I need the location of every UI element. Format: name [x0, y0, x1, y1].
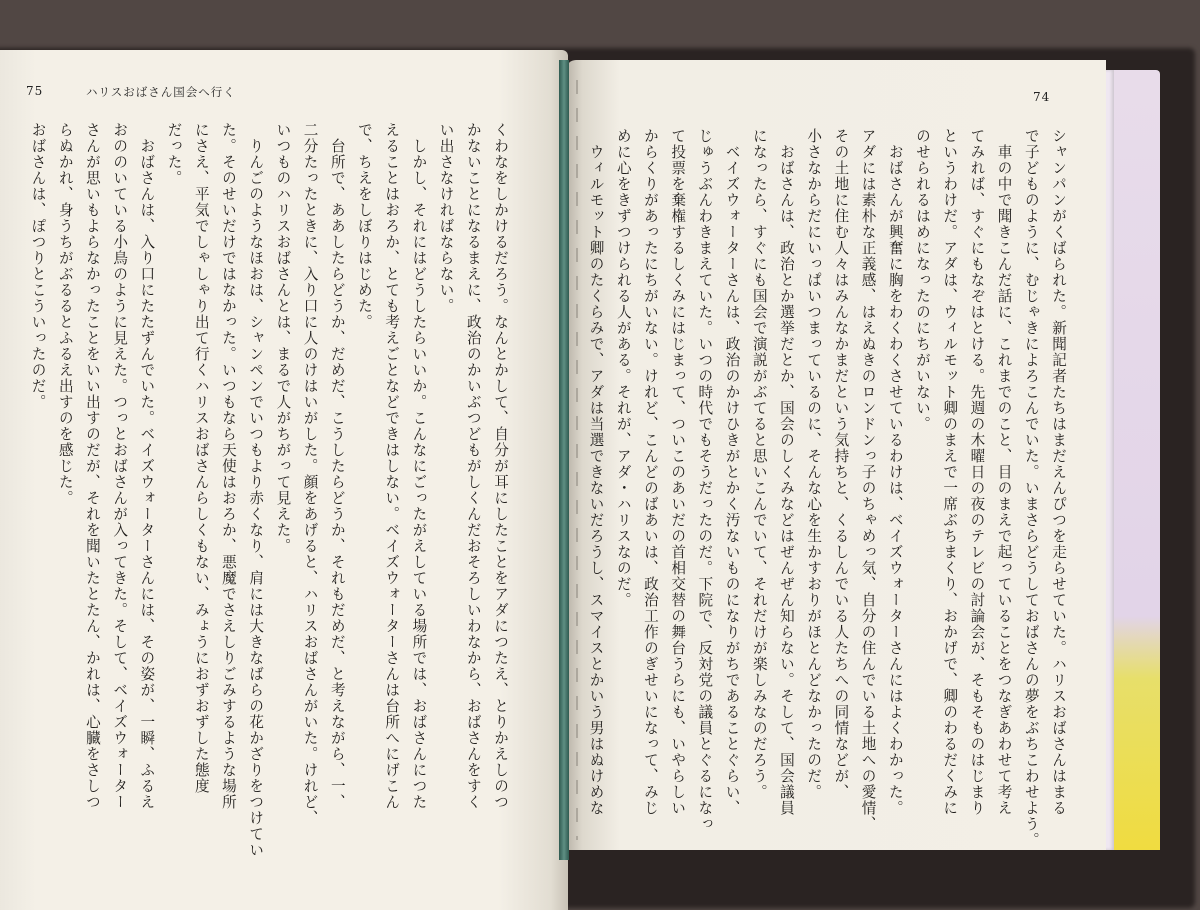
text-line: アダには素朴な正義感、はえぬきのロンドンっ子のちゃめっ気、自分の住んでいる土地への愛情、 [859, 128, 877, 832]
text-line: で、ちえをしぼりはじめた。 [355, 122, 373, 330]
text-line: のせられるはめになったのにちがいない。 [913, 128, 931, 432]
text-line: えることはおろか、とても考えごとなどできはしない。ベイズウォーターさんは台所へにげこん [383, 122, 401, 810]
text-line: いつものハリスおばさんとは、まるで人がちがって見えた。 [274, 122, 292, 554]
text-line: てみれば、すぐにもなぞはとける。先週の木曜日の夜のテレビの討論会が、そもそものはじまり [968, 128, 986, 816]
text-line: で子どものように、むじゃきによろこんでいた。いまさらどうしておばさんの夢をぶちこわせよう。 [1022, 128, 1040, 848]
text-line: おばさんは、政治とか選挙だとか、国会のしくみなどはぜんぜん知らない。そして、国会議員 [777, 128, 795, 816]
text-line: 二分たったときに、入り口に人のけはいがした。顔をあげると、ハリスおばさんがいた。けれど、 [301, 122, 319, 826]
text-line: さんが思いもよらなかったことをいい出すのだが、それを聞いたとたん、かれは、心臓をさしつ [83, 122, 101, 810]
text-line: おばさんは、ぽつりとこういったのだ。 [29, 122, 47, 410]
text-line: だった。 [165, 122, 183, 186]
running-title: ハリスおばさん国会へ行く [86, 85, 236, 99]
text-line: おののいている小鳥のように見えた。つっとおばさんが入ってきた。そして、ベイズウォーター [111, 122, 129, 810]
left-page-body [29, 122, 514, 858]
text-line: た。そのせいだけではなかった。いつもなら天使はおろか、悪魔でさえしりごみするような場所 [219, 122, 237, 810]
right-page-number: 74 [1033, 90, 1051, 104]
text-line: 車の中で聞きこんだ話に、これまでのこと、目のまえで起っていることをつなぎあわせて考え [995, 128, 1013, 816]
text-line: りんごのようなほおは、シャンペンでいつもより赤くなり、肩には大きなばらの花かざりをつけてい [247, 122, 265, 858]
text-line: 小さなからだにいっぱいつまっているのに、そんな心を生かすおりがほとんどなかったのだ。 [805, 128, 823, 800]
left-page-number: 75 [26, 84, 44, 98]
text-line: になったら、すぐにも国会で演説がぶてると思いこんでいて、それだけが楽しみなのだろう。 [750, 128, 768, 800]
text-line: かないことになるまえに、政治のかいぶつどもがしくんだおそろしいわなから、おばさんをすく [464, 122, 482, 810]
text-line: い出さなければならない。 [437, 122, 455, 314]
text-line: くわなをしかけるだろう。なんとかして、自分が耳にしたことをアダにつたえ、とりかえしのつ [492, 122, 509, 810]
text-line: にさえ、平気でしゃしゃり出て行くハリスおばさんらしくもない、みょうにおずおずした態度 [192, 122, 210, 794]
text-line: らぬかれ、身うちがぶるるとふるえ出すのを感じた。 [56, 122, 74, 506]
text-line: 台所で、ああしたらどうか、だめだ、こうしたらどうか、それもだめだ、と考えながら、一、 [328, 122, 346, 810]
binding-stitch [576, 80, 578, 840]
text-line: おばさんが興奮に胸をわくわくさせているわけは、ベイズウォーターさんにはよくわかった。 [886, 128, 904, 816]
book-spine [559, 60, 569, 860]
text-line: じゅうぶんわきまえていた。いつの時代でもそうだったのだ。下院で、反対党の議員とぐるになっ [696, 128, 714, 832]
text-line: ウィルモット卿のたくらみで、アダは当選できないだろうし、スマイスとかいう男はぬけめな [587, 128, 605, 816]
text-line: その土地に住む人々はみんなかまだという気持ちと、くるしんでいる人たちへの同情などが、 [832, 128, 850, 800]
text-line: て投票を棄権するしくみにはじまって、ついこのあいだの首相交替の舞台うらにも、いやらしい [669, 128, 687, 816]
text-line: しかし、それにはどうしたらいいか。こんなにごったがえしている場所では、おばさんにつた [410, 122, 428, 810]
text-line: おばさんは、入り口にたたずんでいた。ベイズウォーターさんには、その姿が、一瞬、ふるえ [138, 122, 156, 810]
text-line: というわけだ。アダは、ウィルモット卿のまえで一席ぶちまくり、おかげで、卿のわるだくみに [941, 128, 959, 816]
text-line: シャンパンがくばられた。新聞記者たちはまだえんぴつを走らせていた。ハリスおばさんはまる [1050, 128, 1067, 816]
text-line: ベイズウォーターさんは、政治のかけひきがとかく汚ないものになりがちであることぐらい、 [723, 128, 741, 816]
text-line: からくりがあったにちがいない。けれど、こんどのばあいは、政治工作のぎせいになって、みじ [641, 128, 659, 816]
right-page-body [587, 128, 1072, 848]
text-line: めに心をきずつけられる人がある。それが、アダ・ハリスなのだ。 [614, 128, 632, 608]
